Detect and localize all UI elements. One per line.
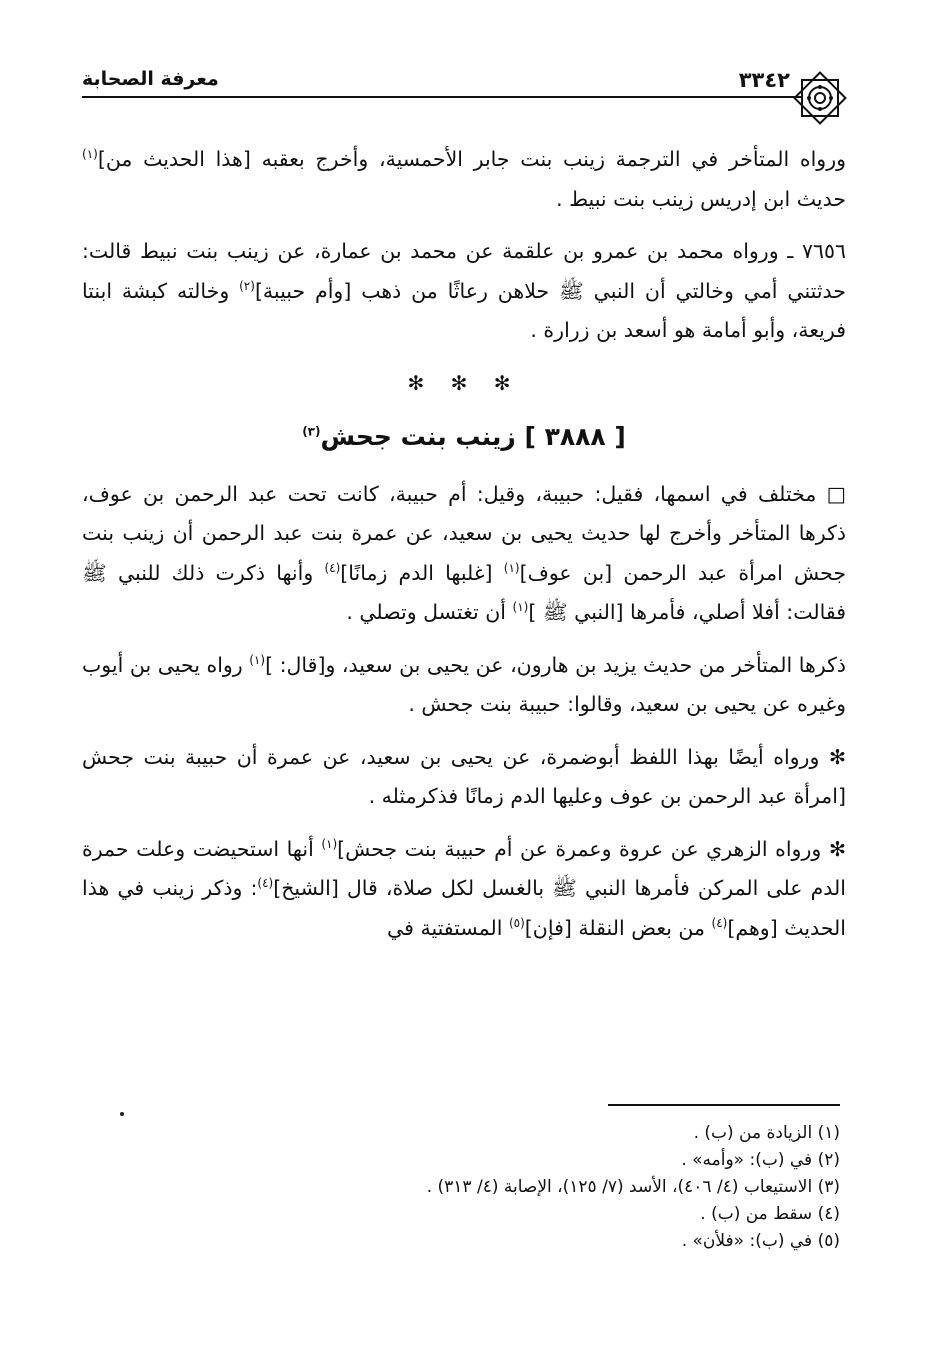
text-run: وخالته كبشة ابنتا فريعة، وأبو أمامة هو أسعد بن زرارة . — [82, 278, 846, 342]
octagram-ornament-icon — [790, 68, 850, 128]
text-run: حديث ابن إدريس زينب بنت نبيط . — [556, 186, 846, 211]
paragraph — [82, 232, 846, 351]
paragraph — [82, 646, 846, 725]
footnote-ref: (٣) — [302, 424, 321, 439]
text-run: أن تغتسل وتصلي . — [346, 600, 513, 624]
text-run: ✻ ورواه الزهري عن عروة وعمرة عن أم حبيبة بنت جحش] — [337, 836, 846, 861]
footnote-ref: (٥) — [508, 915, 525, 930]
text-run: المستفتية في — [387, 915, 509, 940]
paragraph — [82, 140, 846, 219]
footnote: (٤) سقط من (ب) . — [700, 1204, 840, 1224]
footnote-ref: (١) — [82, 147, 98, 162]
book-title: معرفة الصحابة — [82, 68, 219, 90]
section-separator: ✻ ✻ ✻ — [407, 370, 521, 395]
text-run: أنها استحيضت وعلت حمرة الدم على المركن فأمرها النبي ﷺ بالغسل لكل صلاة، قال [الشيخ] — [82, 836, 847, 900]
running-header — [82, 62, 850, 98]
footnote-ref: (٤) — [257, 876, 274, 891]
text-run: من بعض النقلة [فإن] — [524, 915, 712, 940]
paragraph — [82, 475, 846, 633]
entry-title-text: [ ٣٨٨٨ ] زينب بنت جحش — [320, 422, 626, 451]
paragraph — [82, 830, 846, 949]
footnote-ref: (١) — [249, 652, 266, 667]
footnote-ref: (١) — [321, 836, 338, 851]
text-run: رواه يحيى بن أيوب وغيره عن يحيى بن سعيد، وقالوا: حبيبة بنت جحش . — [82, 652, 846, 716]
footnote-ref: (٤) — [711, 915, 728, 930]
footnote-ref: (١) — [503, 560, 520, 575]
footnotes — [82, 1120, 840, 1255]
text-run: [غلبها الدم زمانًا] — [340, 560, 504, 585]
footnote: (٢) في (ب): «وأمه» . — [681, 1150, 840, 1170]
text-run: : وذكر زينب في هذا الحديث [وهم] — [82, 876, 846, 940]
page-number: ٣٣٤٢ — [738, 68, 790, 92]
footnote: (٥) في (ب): «فلأن» . — [681, 1231, 840, 1251]
text-run: وأنها ذكرت ذلك للنبي ﷺ فقالت: أفلا أصلي، فأمرها [النبي ﷺ ] — [82, 560, 846, 624]
footnote-ref: (١) — [512, 600, 529, 615]
paragraph — [82, 738, 846, 817]
text-run: ذكرها المتأخر من حديث يزيد بن هارون، عن يحيى بن سعيد، و[قال: ] — [265, 652, 846, 677]
entry-title — [82, 417, 846, 457]
text-run: ٧٦٥٦ ـ ورواه محمد بن عمرو بن علقمة عن محمد بن عمارة، عن زينب بنت نبيط قالت: حدثتني أمي وخالتي أن النبي ﷺ حلاهن رعاثًا من ذهب [وأم حبيبة] — [82, 239, 846, 303]
footnote-ref: (٤) — [324, 560, 341, 575]
footnote-ref: (٢) — [239, 278, 255, 293]
footnote: (١) الزيادة من (ب) . — [693, 1123, 840, 1143]
header-rule — [82, 96, 802, 98]
text-run: ورواه المتأخر في الترجمة زينب بنت جابر الأحمسية، وأخرج بعقبه [هذا الحديث من] — [97, 147, 846, 171]
main-text — [82, 140, 846, 961]
footnote: (٣) الاستيعاب (٤/ ٤٠٦)، الأسد (٧/ ١٢٥)، الإصابة (٤/ ٣١٣) . — [426, 1177, 840, 1197]
text-run: □ مختلف في اسمها، فقيل: حبيبة، وقيل: أم حبيبة، كانت تحت عبد الرحمن بن عوف، ذكرها المتأخر وأخرج لها حديث يحيى بن سعيد، عن عمرة بنت عبد الرحمن أن زينب بنت جحش امرأة عبد الرحمن [بن عوف] — [82, 481, 847, 585]
text-run: ✻ ورواه أيضًا بهذا اللفظ أبوضمرة، عن يحيى بن سعيد، عن عمرة أن حبيبة بنت جحش [امرأة عبد الرحمن بن عوف وعليها الدم زمانًا فذكرمثله . — [82, 744, 846, 808]
stray-dot — [120, 1112, 124, 1116]
footnote-rule — [608, 1104, 840, 1106]
